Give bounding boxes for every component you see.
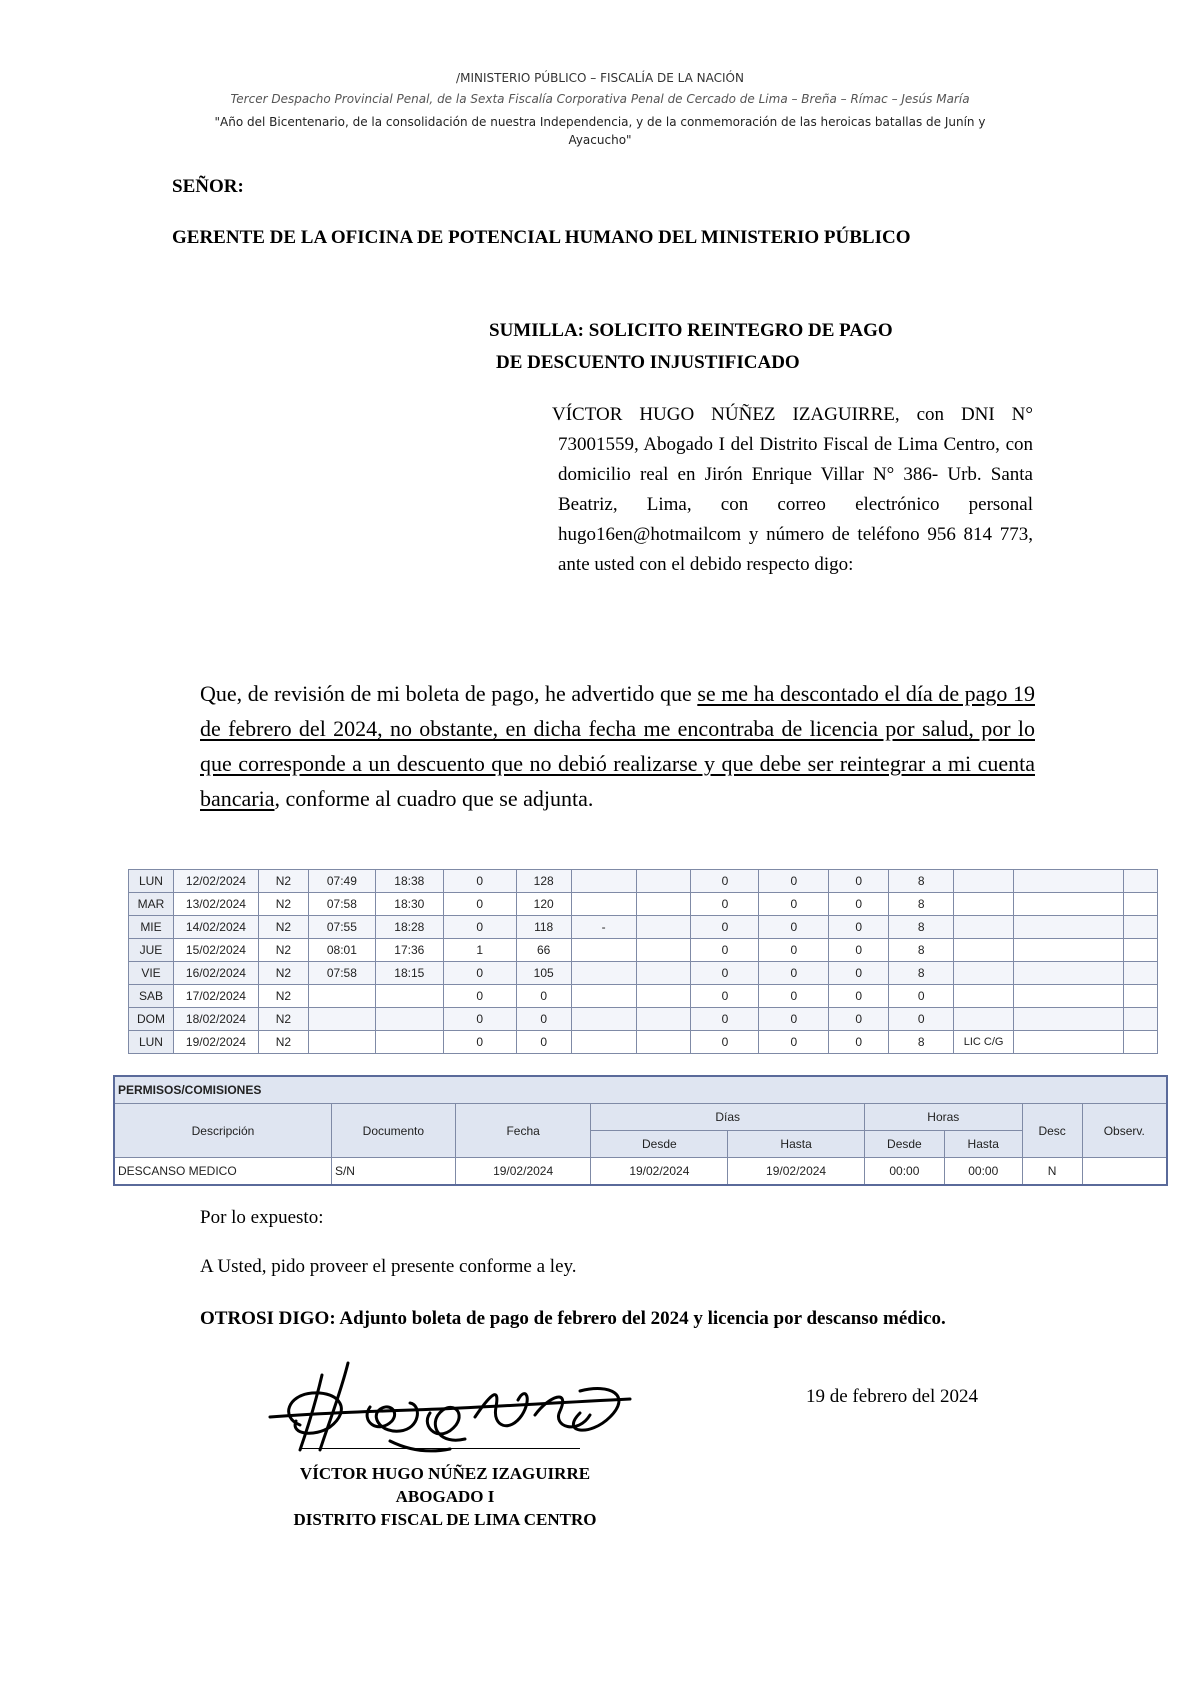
- attendance-cell-c9: [954, 939, 1014, 962]
- attendance-cell-c1: 0: [443, 1031, 516, 1054]
- attendance-cell-c5: 0: [691, 870, 759, 893]
- attendance-cell-out: 18:30: [375, 893, 443, 916]
- attendance-cell-c9: [954, 870, 1014, 893]
- attendance-cell-c8: 8: [889, 893, 954, 916]
- attendance-row: [129, 1031, 1158, 1054]
- header-fecha: Fecha: [455, 1104, 591, 1158]
- signer-title: ABOGADO I: [395, 1487, 495, 1506]
- attendance-cell-c5: 0: [691, 916, 759, 939]
- attendance-cell-c9: [954, 962, 1014, 985]
- attendance-cell-day: JUE: [129, 939, 174, 962]
- attendance-cell-c6: 0: [759, 916, 829, 939]
- attendance-cell-date: 19/02/2024: [173, 1031, 258, 1054]
- attendance-cell-c5: 0: [691, 1031, 759, 1054]
- permisos-title: PERMISOS/COMISIONES: [114, 1076, 1167, 1104]
- otrosi-text: Adjunto boleta de pago de febrero del 2024 y licencia por descanso médico.: [335, 1308, 946, 1329]
- attendance-cell-shift: N2: [258, 962, 308, 985]
- attendance-cell-c3: [571, 893, 636, 916]
- attendance-cell-c2: 105: [516, 962, 571, 985]
- attendance-cell-c3: -: [571, 916, 636, 939]
- attendance-cell-c6: 0: [759, 985, 829, 1008]
- attendance-cell-date: 14/02/2024: [173, 916, 258, 939]
- attendance-cell-empty: [1123, 1008, 1157, 1031]
- attendance-cell-c2: 0: [516, 985, 571, 1008]
- attendance-cell-empty: [1014, 870, 1124, 893]
- attendance-cell-c1: 0: [443, 962, 516, 985]
- attendance-cell-empty: [1123, 939, 1157, 962]
- attendance-cell-empty: [1123, 985, 1157, 1008]
- recipient: GERENTE DE LA OFICINA DE POTENCIAL HUMANO DEL MINISTERIO PÚBLICO: [172, 227, 911, 248]
- letterhead-office: Tercer Despacho Provincial Penal, de la Sexta Fiscalía Corporativa Penal de Cercado de Lima – Breña – Rímac – Jesús María: [230, 92, 970, 106]
- attendance-cell-day: MIE: [129, 916, 174, 939]
- attendance-cell-c9: [954, 916, 1014, 939]
- signer-district: DISTRITO FISCAL DE LIMA CENTRO: [293, 1510, 597, 1529]
- attendance-cell-c6: 0: [759, 939, 829, 962]
- header-descripcion: Descripción: [114, 1104, 331, 1158]
- attendance-cell-c1: 1: [443, 939, 516, 962]
- cell-observ: [1082, 1158, 1167, 1186]
- attendance-cell-in: 07:58: [308, 893, 375, 916]
- attendance-cell-shift: N2: [258, 939, 308, 962]
- attendance-cell-shift: N2: [258, 916, 308, 939]
- attendance-cell-shift: N2: [258, 1008, 308, 1031]
- attendance-row: [129, 939, 1158, 962]
- attendance-cell-empty: [1123, 870, 1157, 893]
- attendance-cell-day: DOM: [129, 1008, 174, 1031]
- attendance-cell-out: [375, 985, 443, 1008]
- signature-line: [300, 1448, 580, 1449]
- attendance-row: [129, 962, 1158, 985]
- attendance-cell-c4: [636, 893, 691, 916]
- attendance-cell-c2: 0: [516, 1031, 571, 1054]
- attendance-cell-shift: N2: [258, 893, 308, 916]
- attendance-row: [129, 870, 1158, 893]
- cell-dias-hasta: 19/02/2024: [728, 1158, 865, 1186]
- attendance-cell-day: LUN: [129, 870, 174, 893]
- attendance-cell-c3: [571, 1031, 636, 1054]
- attendance-cell-c3: [571, 1008, 636, 1031]
- attendance-cell-c4: [636, 1008, 691, 1031]
- attendance-cell-shift: N2: [258, 1031, 308, 1054]
- attendance-row: [129, 985, 1158, 1008]
- main-paragraph-underlined: se me ha descontado el día de pago 19 de febrero del 2024, no obstante, en dicha fecha me encontraba de licencia por salud, por lo que corresponde a un descuento que no debió realizarse y que debe ser reintegrar a mi cuenta bancaria: [200, 681, 1035, 811]
- attendance-row: [129, 1008, 1158, 1031]
- attendance-cell-shift: N2: [258, 985, 308, 1008]
- attendance-cell-in: 08:01: [308, 939, 375, 962]
- attendance-cell-empty: [1123, 916, 1157, 939]
- header-dias-hasta: Hasta: [728, 1131, 865, 1158]
- header-dias-desde: Desde: [591, 1131, 728, 1158]
- attendance-cell-c1: 0: [443, 1008, 516, 1031]
- attendance-cell-c8: 8: [889, 870, 954, 893]
- attendance-cell-c3: [571, 962, 636, 985]
- attendance-cell-c8: 0: [889, 1008, 954, 1031]
- attendance-cell-out: 18:28: [375, 916, 443, 939]
- attendance-cell-c6: 0: [759, 1008, 829, 1031]
- header-desc: Desc: [1022, 1104, 1082, 1158]
- attendance-cell-c1: 0: [443, 893, 516, 916]
- attendance-cell-day: LUN: [129, 1031, 174, 1054]
- attendance-cell-c2: 128: [516, 870, 571, 893]
- attendance-cell-c9: [954, 985, 1014, 1008]
- attendance-cell-date: 13/02/2024: [173, 893, 258, 916]
- handwritten-signature: [260, 1355, 640, 1460]
- attendance-cell-empty: [1014, 939, 1124, 962]
- attendance-cell-day: SAB: [129, 985, 174, 1008]
- attendance-cell-c7: 0: [829, 916, 889, 939]
- signer-name: VÍCTOR HUGO NÚÑEZ IZAGUIRRE: [299, 1464, 591, 1483]
- attendance-cell-c4: [636, 870, 691, 893]
- letter-date: 19 de febrero del 2024: [806, 1386, 978, 1407]
- attendance-cell-empty: [1123, 962, 1157, 985]
- main-paragraph-start: Que, de revisión de mi boleta de pago, he advertido que: [200, 681, 698, 706]
- letterhead-institution: /MINISTERIO PÚBLICO – FISCALÍA DE LA NACIÓN: [456, 71, 744, 85]
- attendance-table: [128, 869, 1158, 1054]
- por-lo-expuesto: Por lo expuesto:: [200, 1207, 324, 1228]
- cell-documento: S/N: [331, 1158, 455, 1186]
- attendance-cell-in: [308, 1031, 375, 1054]
- attendance-cell-c7: 0: [829, 1031, 889, 1054]
- attendance-cell-c5: 0: [691, 985, 759, 1008]
- attendance-cell-out: 17:36: [375, 939, 443, 962]
- signature-block: [280, 1462, 610, 1531]
- attendance-cell-c9: LIC C/G: [954, 1031, 1014, 1054]
- attendance-cell-empty: [1014, 1008, 1124, 1031]
- attendance-cell-c8: 8: [889, 916, 954, 939]
- attendance-cell-c4: [636, 1031, 691, 1054]
- attendance-cell-c3: [571, 985, 636, 1008]
- attendance-cell-c3: [571, 939, 636, 962]
- attendance-cell-date: 12/02/2024: [173, 870, 258, 893]
- attendance-cell-c7: 0: [829, 1008, 889, 1031]
- cell-desc: N: [1022, 1158, 1082, 1186]
- attendance-cell-in: [308, 1008, 375, 1031]
- attendance-cell-c5: 0: [691, 893, 759, 916]
- header-dias: Días: [591, 1104, 864, 1131]
- attendance-cell-out: 18:15: [375, 962, 443, 985]
- attendance-cell-empty: [1014, 916, 1124, 939]
- main-paragraph: [200, 676, 1035, 816]
- attendance-cell-c7: 0: [829, 962, 889, 985]
- attendance-cell-c8: 8: [889, 1031, 954, 1054]
- attendance-cell-shift: N2: [258, 870, 308, 893]
- header-horas-desde: Desde: [864, 1131, 944, 1158]
- attendance-cell-date: 16/02/2024: [173, 962, 258, 985]
- attendance-cell-c5: 0: [691, 962, 759, 985]
- sumilla-line-1: SUMILLA: SOLICITO REINTEGRO DE PAGO: [489, 320, 893, 341]
- sumilla-line-2: DE DESCUENTO INJUSTIFICADO: [496, 352, 800, 373]
- permisos-table: [113, 1075, 1168, 1186]
- attendance-cell-c8: 8: [889, 962, 954, 985]
- attendance-cell-c8: 8: [889, 939, 954, 962]
- attendance-cell-empty: [1123, 893, 1157, 916]
- attendance-cell-in: 07:55: [308, 916, 375, 939]
- main-paragraph-end: , conforme al cuadro que se adjunta.: [274, 786, 594, 811]
- attendance-cell-out: [375, 1031, 443, 1054]
- cell-descripcion: DESCANSO MEDICO: [114, 1158, 331, 1186]
- attendance-cell-empty: [1014, 893, 1124, 916]
- attendance-cell-day: VIE: [129, 962, 174, 985]
- attendance-row: [129, 916, 1158, 939]
- attendance-cell-c7: 0: [829, 985, 889, 1008]
- cell-horas-desde: 00:00: [864, 1158, 944, 1186]
- attendance-cell-c8: 0: [889, 985, 954, 1008]
- attendance-cell-empty: [1014, 985, 1124, 1008]
- attendance-cell-c7: 0: [829, 870, 889, 893]
- attendance-cell-c1: 0: [443, 870, 516, 893]
- attendance-cell-c6: 0: [759, 893, 829, 916]
- attendance-cell-out: [375, 1008, 443, 1031]
- attendance-cell-c9: [954, 893, 1014, 916]
- attendance-cell-day: MAR: [129, 893, 174, 916]
- attendance-cell-c6: 0: [759, 1031, 829, 1054]
- attendance-cell-out: 18:38: [375, 870, 443, 893]
- permiso-row: [114, 1158, 1167, 1186]
- attendance-cell-c7: 0: [829, 893, 889, 916]
- attendance-cell-c2: 66: [516, 939, 571, 962]
- header-observ: Observ.: [1082, 1104, 1167, 1158]
- attendance-cell-c2: 0: [516, 1008, 571, 1031]
- otrosi-label: OTROSI DIGO:: [200, 1308, 336, 1329]
- attendance-cell-c2: 120: [516, 893, 571, 916]
- attendance-cell-c4: [636, 985, 691, 1008]
- cell-fecha: 19/02/2024: [455, 1158, 591, 1186]
- year-motto: "Año del Bicentenario, de la consolidación de nuestra Independencia, y de la conmemoración de las heroicas batallas de Junín y Ayacucho": [214, 115, 986, 147]
- salutation: SEÑOR:: [172, 176, 244, 197]
- attendance-cell-c6: 0: [759, 870, 829, 893]
- header-documento: Documento: [331, 1104, 455, 1158]
- attendance-row: [129, 893, 1158, 916]
- attendance-cell-empty: [1123, 1031, 1157, 1054]
- attendance-cell-date: 17/02/2024: [173, 985, 258, 1008]
- attendance-cell-c4: [636, 939, 691, 962]
- attendance-cell-c1: 0: [443, 985, 516, 1008]
- attendance-cell-in: [308, 985, 375, 1008]
- attendance-cell-c3: [571, 870, 636, 893]
- attendance-cell-c9: [954, 1008, 1014, 1031]
- attendance-cell-date: 15/02/2024: [173, 939, 258, 962]
- attendance-cell-c4: [636, 962, 691, 985]
- attendance-cell-empty: [1014, 962, 1124, 985]
- attendance-cell-c1: 0: [443, 916, 516, 939]
- attendance-cell-c6: 0: [759, 962, 829, 985]
- attendance-cell-c5: 0: [691, 1008, 759, 1031]
- attendance-cell-date: 18/02/2024: [173, 1008, 258, 1031]
- attendance-cell-c2: 118: [516, 916, 571, 939]
- petition-line: A Usted, pido proveer el presente conforme a ley.: [200, 1256, 577, 1277]
- attendance-cell-empty: [1014, 1031, 1124, 1054]
- attendance-cell-in: 07:49: [308, 870, 375, 893]
- cell-dias-desde: 19/02/2024: [591, 1158, 728, 1186]
- otrosi-paragraph: [200, 1303, 1035, 1334]
- header-horas: Horas: [864, 1104, 1022, 1131]
- petitioner-intro: VÍCTOR HUGO NÚÑEZ IZAGUIRRE, con DNI N° 73001559, Abogado I del Distrito Fiscal de Lima Centro, con domicilio real en Jirón Enrique Villar N° 386- Urb. Santa Beatriz, Lima, con correo electrónico personal hugo16en@hotmailcom y número de teléfono 956 814 773, ante usted con el debido respecto digo:: [552, 404, 1033, 575]
- attendance-cell-c4: [636, 916, 691, 939]
- cell-horas-hasta: 00:00: [944, 1158, 1022, 1186]
- attendance-cell-in: 07:58: [308, 962, 375, 985]
- attendance-cell-c7: 0: [829, 939, 889, 962]
- header-horas-hasta: Hasta: [944, 1131, 1022, 1158]
- attendance-cell-c5: 0: [691, 939, 759, 962]
